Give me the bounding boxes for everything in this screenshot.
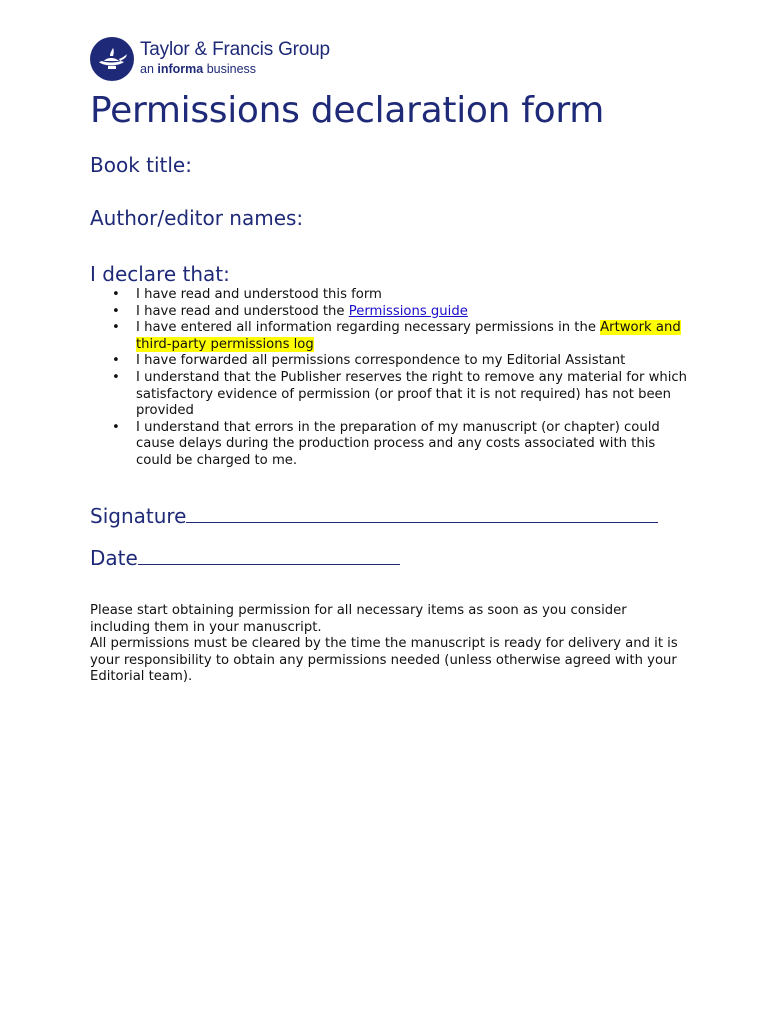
list-item: • I have forwarded all permissions correspondence to my Editorial Assistant: [112, 353, 626, 369]
bullet-icon: •: [112, 303, 120, 319]
list-item: • I have read and understood this form: [112, 287, 382, 302]
logo-name: Taylor & Francis Group: [140, 39, 330, 60]
declare-heading: I declare that:: [90, 262, 230, 286]
list-item: • I have entered all information regarding necessary permissions in the Artwork and third-party permissions log: [112, 320, 681, 352]
note-paragraph: Please start obtaining permission for all necessary items as soon as you consider including them in your manuscript.: [90, 603, 627, 635]
declaration-list: [90, 287, 690, 470]
bullet-icon: •: [112, 419, 120, 435]
permissions-guide-link[interactable]: Permissions guide: [348, 303, 468, 319]
publisher-logo: [90, 37, 330, 81]
date-line: [90, 546, 400, 570]
list-item: • I understand that errors in the preparation of my manuscript (or chapter) could cause delays during the production process and any costs associated with this could be charged to me.: [112, 419, 660, 468]
permissions-log-highlight: Artwork and third-party permissions log: [136, 320, 681, 352]
signature-line: [90, 504, 658, 528]
bullet-icon: •: [112, 320, 120, 336]
note-paragraph: All permissions must be cleared by the time the manuscript is ready for delivery and it is your responsibility to obtain any permissions needed (unless otherwise agreed with your Editorial team).: [90, 636, 678, 685]
bullet-icon: •: [112, 287, 120, 302]
list-item: • I have read and understood the Permissions guide: [112, 303, 468, 319]
date-field[interactable]: [138, 546, 400, 565]
logo-tagline: an informa business: [140, 62, 257, 76]
signature-field[interactable]: [186, 504, 658, 523]
author-names-label: Author/editor names:: [90, 206, 304, 230]
bullet-icon: •: [112, 369, 120, 385]
signature-label: Signature: [90, 504, 187, 528]
lamp-logo-icon: [90, 37, 134, 81]
list-item: • I understand that the Publisher reserves the right to remove any material for which satisfactory evidence of permission (or proof that it is not required) has not been provided: [112, 369, 688, 419]
page-title: Permissions declaration form: [90, 90, 605, 131]
instructions-note: [90, 603, 690, 686]
date-label: Date: [90, 546, 138, 570]
bullet-icon: •: [112, 353, 120, 369]
book-title-label: Book title:: [90, 153, 192, 177]
